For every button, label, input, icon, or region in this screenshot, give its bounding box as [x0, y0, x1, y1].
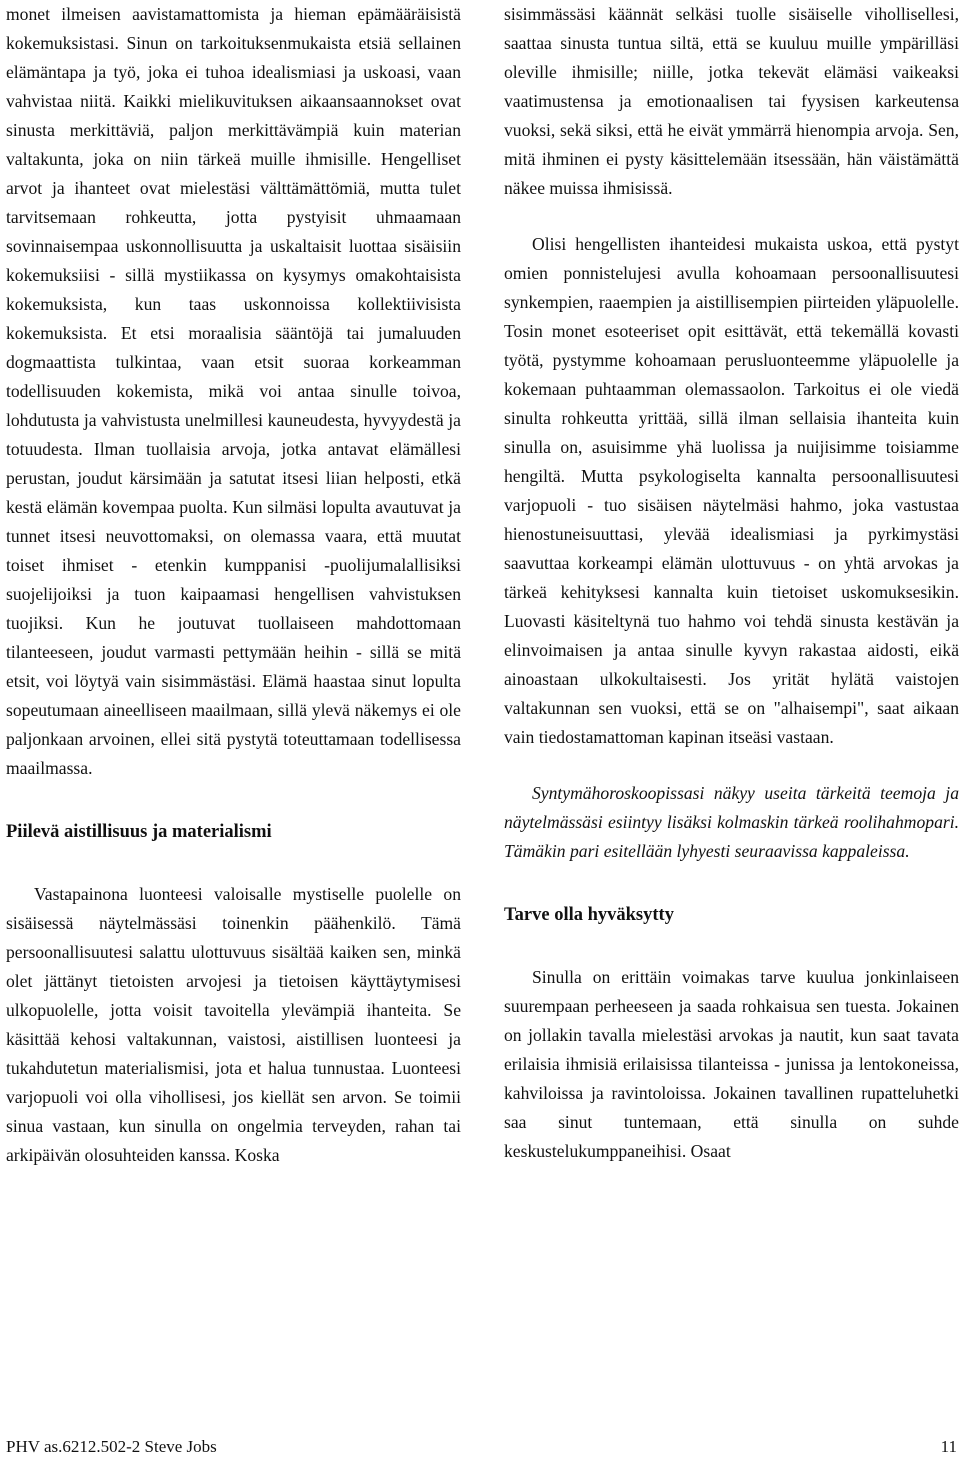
left-column — [6, 0, 461, 1170]
right-column — [504, 0, 959, 1166]
section-heading: Piilevä aistillisuus ja materialismi — [6, 822, 272, 842]
body-paragraph: sisimmässäsi käännät selkäsi tuolle sisäiselle vihollisellesi, saattaa sinusta tuntua siltä, että se kuuluu muille ympärilläsi oleville ihmisille; niille, jotka tekevät elämäsi vaikeaksi vaatimustensa ja emotionaalisen tai fyysisen karkeutensa vuoksi, sekä siksi, että he eivät ymmärrä hienompia arvoja. Sen, mitä ihminen ei pysty käsittelemään itsessään, hän väistämättä näkee muissa ihmisissä. — [504, 4, 959, 198]
section-heading: Tarve olla hyväksytty — [504, 905, 674, 925]
italic-paragraph: Syntymähoroskoopissasi näkyy useita tärkeitä teemoja ja näytelmässäsi esiintyy lisäksi kolmaskin tärkeä roolihahmopari. Tämäkin pari esitellään lyhyesti seuraavissa kappaleissa. — [504, 783, 959, 861]
footer-document-id: PHV as.6212.502-2 Steve Jobs — [6, 1437, 217, 1456]
body-paragraph: Vastapainona luonteesi valoisalle mystiselle puolelle on sisäisessä näytelmässäsi toinenkin päähenkilö. Tämä persoonallisuutesi salattu ulottuvuus sisältää kaiken sen, minkä olet jättänyt tietoisten arvojesi ja tietoisen käyttäytymisesi ulkopuolelle, jotta voisit tavoitella ylevämpiä ihanteita. Se käsittää kehosi valtakunnan, vaistosi, aistillisen luonteesi ja tukahdutetun materialismisi, jota et halua tunnustaa. Luonteesi varjopuoli voi olla vihollisesi, jos kiellät sen arvon. Se toimii sinua vastaan, kun sinulla on ongelmia terveyden, rahan tai arkipäivän olosuhteiden kanssa. Koska — [6, 884, 461, 1165]
body-paragraph: Sinulla on erittäin voimakas tarve kuulua jonkinlaiseen suurempaan perheeseen ja saada rohkaisua sen tuesta. Jokainen on jollakin tavalla mielestäsi arvokas ja nautit, kun saat tavata erilaisia ihmisiä erilaisissa tilanteissa - junissa ja lentokoneissa, kahviloissa ja ravintoloissa. Jokainen tavallinen rupatteluhetki saa sinut tuntemaan, että sinulla on suhde keskustelukumppaneihisi. Osaat — [504, 967, 959, 1161]
page-number: 11 — [940, 1437, 957, 1456]
body-paragraph: Olisi hengellisten ihanteidesi mukaista uskoa, että pystyt omien ponnistelujesi avulla kohoamaan persoonallisuutesi synkempien, raaempien ja aistillisempien piirteiden yläpuolelle. Tosin monet esoteeriset opit esittävät, että tekemällä kovasti työtä, pystymme kohoamaan perusluonteemme yläpuolelle ja kokemaan puhtaamman olemassaolon. Tarkoitus ei ole viedä sinulta rohkeutta yrittää, sillä ilman sellaisia ihanteita kuin sinulla on, asuisimme yhä luolissa ja nuijisimme toisiamme hengiltä. Mutta psykologiselta kannalta persoonallisuutesi varjopuoli - tuo sisäisen näytelmäsi hahmo, joka vastustaa hienostuneisuuttasi, ylevää idealismiasi ja pyrkimystäsi saavuttaa korkeampi elämän ulottuvuus - on yhtä arvokas ja tärkeä kehityksesi kannalta kuin tietoiset uskomuksesikin. Luovasti käsiteltynä tuo hahmo voi tehdä sinusta kestävän ja elinvoimaisen ja antaa sinulle kyvyn rakastaa aidosti, eikä ainoastaan ulkokultaisesti. Jos yrität hylätä vaistojen valtakunnan sen vuoksi, että se on "alhaisempi", saat aikaan vain tiedostamattoman kapinan itseäsi vastaan. — [504, 234, 959, 747]
body-paragraph: monet ilmeisen aavistamattomista ja hieman epämääräisistä kokemuksistasi. Sinun on tarkoituksenmukaista etsiä sellainen elämäntapa ja työ, joka ei tuhoa idealismiasi ja uskoasi, vaan vahvistaa niitä. Kaikki mielikuvituksen aikaansaannokset ovat sinusta merkittäviä, paljon merkittävämpiä kuin materian valtakunta, joka on niin tärkeä muille ihmisille. Hengelliset arvot ja ihanteet ovat mielestäsi välttämättömiä, mutta tulet tarvitsemaan rohkeutta, jotta pystyisit uhmaamaan sovinnaisempaa uskonnollisuutta ja uskaltaisit luottaa sisäisiin kokemuksiisi - sillä mystiikassa on kysymys omakohtaisista kokemuksista, kun taas uskonnoissa kollektiivisista kokemuksista. Et etsi moraalisia sääntöjä tai jumaluuden dogmaattista tulkintaa, vaan etsit suoraa korkeamman todellisuuden kokemista, mikä voi antaa sinulle toivoa, lohdutusta ja vahvistusta unelmillesi kauneudesta, hyvyydestä ja totuudesta. Ilman tuollaisia arvoja, jotka antavat elämällesi perustan, joudut kärsimään ja satutat itsesi liian helposti, etkä kestä elämän kovempaa puolta. Kun silmäsi lopulta avautuvat ja tunnet itsesi neuvottomaksi, on olemassa vaara, että muutat toiset ihmiset - etenkin kumppanisi -puolijumalallisiksi suojelijoiksi ja tuon kaipaamasi hengellisen vahvistuksen tuojiksi. Kun he joutuvat tuollaiseen mahdottomaan tilanteeseen, joudut varmasti pettymään heihin - sillä se mitä etsit, voi löytyä vain sisimmästäsi. Elämä haastaa sinut lopulta sopeutumaan aineelliseen maailmaan, sillä ylevä näkemys ei ole paljonkaan arvoinen, ellei sitä pystytä toteuttamaan todellisessa maailmassa. — [6, 4, 461, 778]
